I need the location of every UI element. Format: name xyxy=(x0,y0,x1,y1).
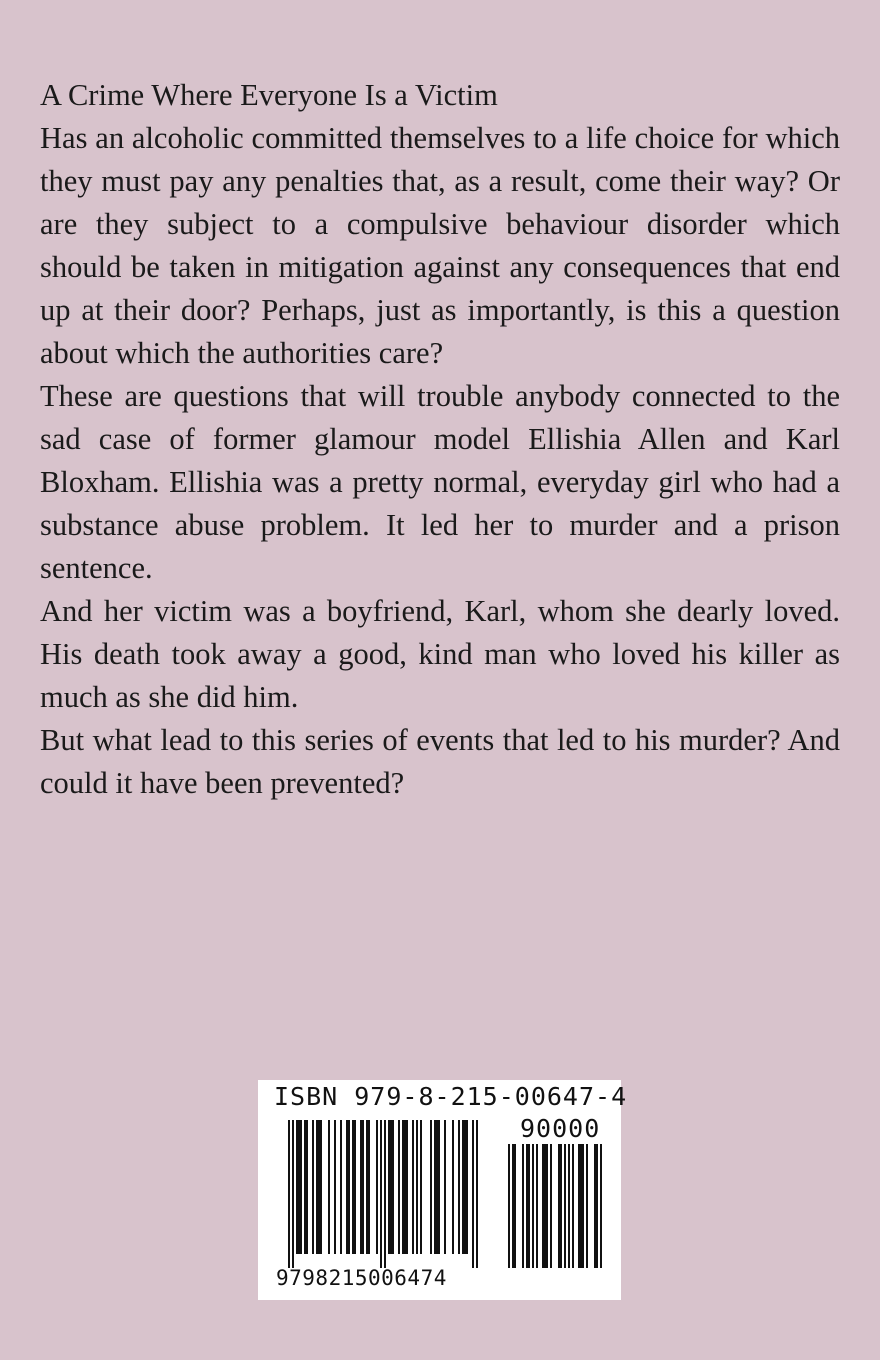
barcode-bar xyxy=(582,1144,584,1268)
blurb-paragraph-4: But what lead to this series of events that led to his murder? And could it have been prevented? xyxy=(40,723,840,800)
barcode-bar xyxy=(472,1120,474,1268)
barcode-bar xyxy=(430,1120,432,1254)
barcode-bar xyxy=(544,1144,546,1268)
barcode-bar xyxy=(368,1120,370,1254)
barcode-bar xyxy=(348,1120,350,1254)
barcode-bar xyxy=(580,1144,582,1268)
blurb-paragraph-3: And her victim was a boyfriend, Karl, whom she dearly loved. His death took away a good, kind man who loved his killer as much as she did him. xyxy=(40,594,840,714)
barcode-bar xyxy=(542,1144,544,1268)
barcode-bar xyxy=(404,1120,406,1254)
barcode-bar xyxy=(288,1120,290,1268)
barcode-bar xyxy=(522,1144,524,1268)
barcode-bar xyxy=(296,1120,298,1254)
blurb-paragraph-2: These are questions that will trouble anybody connected to the sad case of former glamour model Ellishia Allen and Karl Bloxham. Ellishia was a pretty normal, everyday girl who had a substance abuse problem. It led her to murder and a prison sentence. xyxy=(40,379,840,585)
barcode-bar xyxy=(558,1144,560,1268)
barcode-bar xyxy=(578,1144,580,1268)
barcode-main-bars xyxy=(288,1120,500,1268)
barcode-bar xyxy=(366,1120,368,1254)
barcode-bar xyxy=(320,1120,322,1254)
barcode-bar xyxy=(526,1144,528,1268)
barcode-bar xyxy=(514,1144,516,1268)
barcode-bar xyxy=(292,1120,294,1268)
barcode-bar xyxy=(462,1120,464,1254)
barcode-bar xyxy=(464,1120,466,1254)
barcode-bar xyxy=(328,1120,330,1254)
barcode-bar xyxy=(318,1120,320,1254)
blurb-title: A Crime Where Everyone Is a Victim xyxy=(40,78,498,112)
barcode-bar xyxy=(304,1120,306,1254)
barcode-bar xyxy=(512,1144,514,1268)
barcode-bar xyxy=(600,1144,602,1268)
barcode-bar xyxy=(380,1120,382,1268)
blurb-paragraph-1: Has an alcoholic committed themselves to a life choice for which they must pay any penalties that, as a result, come their way? Or are they subject to a compulsive behaviour disorder which should be taken in mitigation against any consequences that end up at their door? Perhaps, just as importantly, is this a question about which the authorities care? xyxy=(40,121,840,370)
barcode-bar xyxy=(362,1120,364,1254)
barcode-bar xyxy=(572,1144,574,1268)
barcode-bar xyxy=(560,1144,562,1268)
barcode-bar xyxy=(416,1120,418,1254)
barcode-bar xyxy=(564,1144,566,1268)
barcode-bar xyxy=(466,1120,468,1254)
barcode-addon-bars xyxy=(508,1144,608,1268)
barcode-bar xyxy=(594,1144,596,1268)
barcode-bar xyxy=(384,1120,386,1268)
barcode-bar xyxy=(452,1120,454,1254)
barcode-bar xyxy=(528,1144,530,1268)
barcode-bar xyxy=(298,1120,300,1254)
barcode-bar xyxy=(508,1144,510,1268)
barcode-bar xyxy=(596,1144,598,1268)
back-cover-blurb xyxy=(40,74,840,805)
barcode-bar xyxy=(402,1120,404,1254)
barcode-bar xyxy=(312,1120,314,1254)
barcode-bar xyxy=(438,1120,440,1254)
barcode-bar xyxy=(536,1144,538,1268)
barcode-bar xyxy=(360,1120,362,1254)
isbn-label: ISBN 979-8-215-00647-4 xyxy=(274,1082,628,1111)
barcode-bar xyxy=(476,1120,478,1268)
barcode-bar xyxy=(346,1120,348,1254)
barcode-bar xyxy=(546,1144,548,1268)
barcode-bar xyxy=(458,1120,460,1254)
barcode-bar xyxy=(352,1120,354,1254)
barcode-bar xyxy=(586,1144,588,1268)
barcode-bar xyxy=(306,1120,308,1254)
barcode-bar xyxy=(300,1120,302,1254)
barcode-bar xyxy=(340,1120,342,1254)
barcode-bar xyxy=(316,1120,318,1254)
barcode-addon-code: 90000 xyxy=(520,1114,601,1143)
barcode-bar xyxy=(436,1120,438,1254)
barcode-bar xyxy=(568,1144,570,1268)
barcode-bar xyxy=(334,1120,336,1254)
barcode-bar xyxy=(444,1120,446,1254)
barcode-digits: 9798215006474 xyxy=(276,1266,447,1290)
barcode-bar xyxy=(406,1120,408,1254)
barcode-bar xyxy=(388,1120,390,1254)
barcode-bar xyxy=(392,1120,394,1254)
barcode-bar xyxy=(434,1120,436,1254)
barcode-bar xyxy=(398,1120,400,1254)
barcode-bar xyxy=(354,1120,356,1254)
barcode-bar xyxy=(412,1120,414,1254)
barcode-bar xyxy=(390,1120,392,1254)
barcode-bar xyxy=(376,1120,378,1254)
barcode-bar xyxy=(420,1120,422,1254)
barcode-bar xyxy=(550,1144,552,1268)
barcode-bar xyxy=(532,1144,534,1268)
isbn-barcode xyxy=(258,1080,628,1300)
